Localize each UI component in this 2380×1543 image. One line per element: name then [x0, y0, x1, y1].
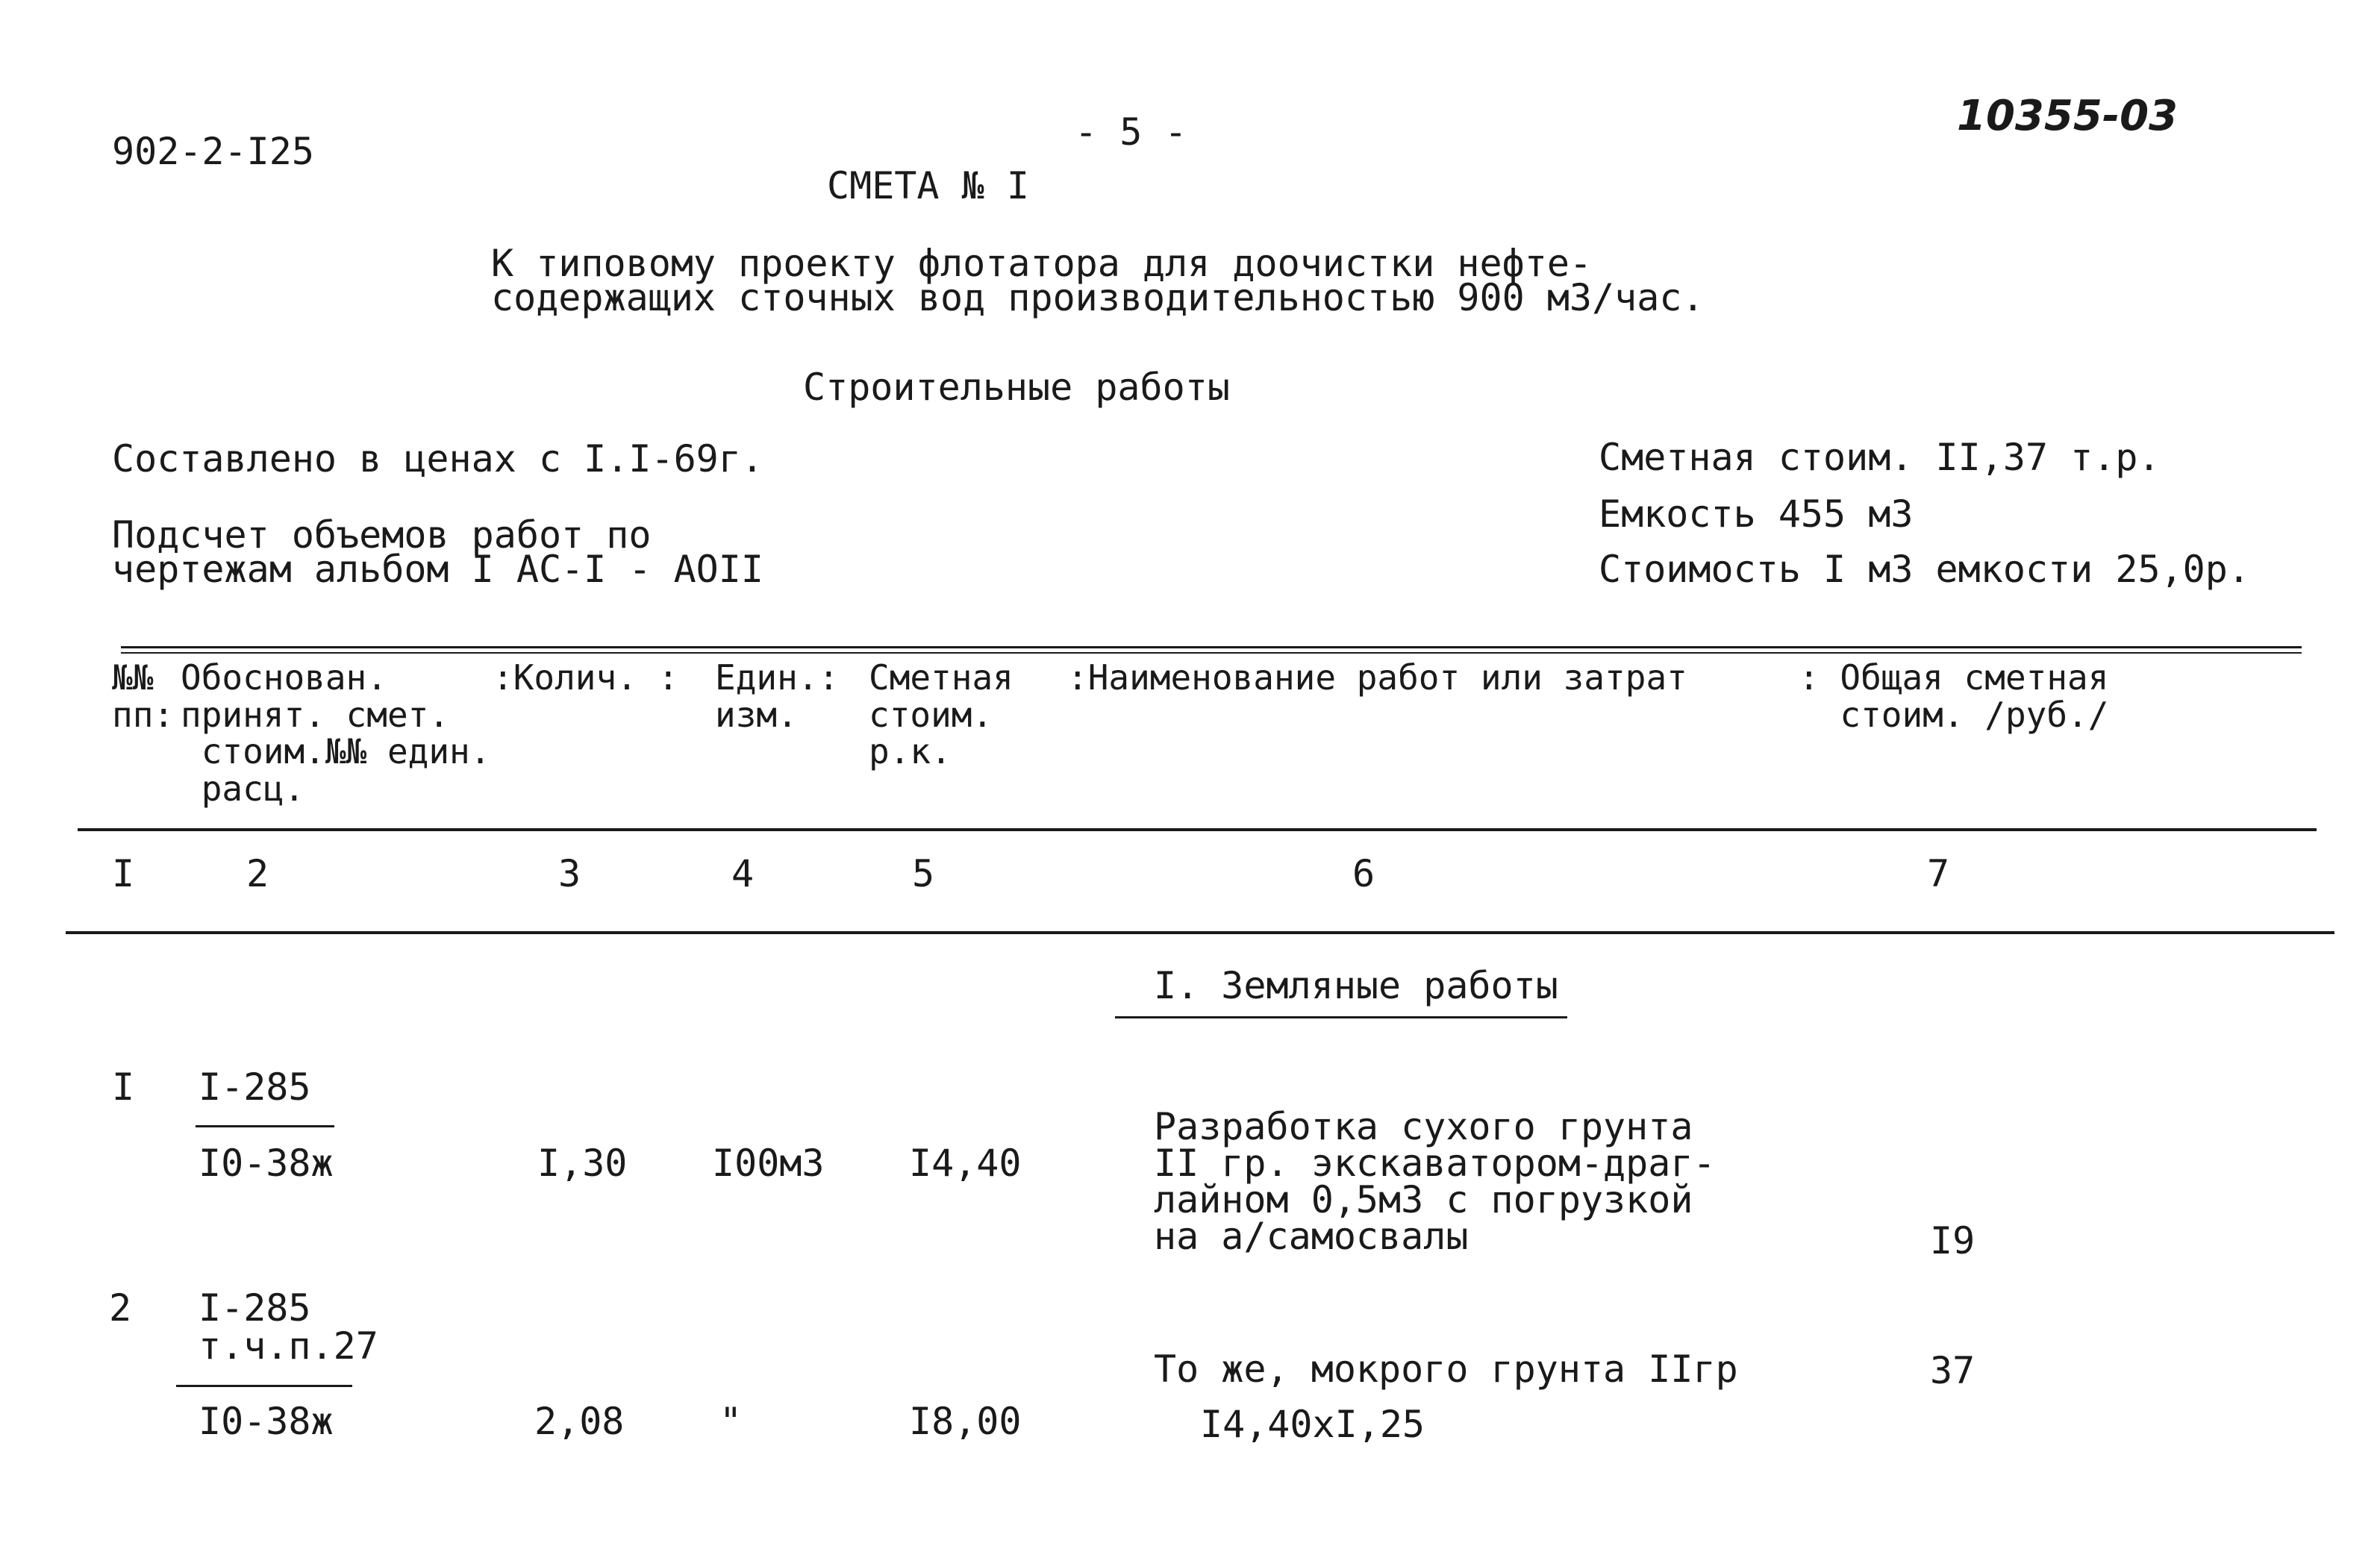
row-2-number: 2 [109, 1286, 132, 1330]
header-description: :Наименование работ или затрат [1067, 657, 1687, 698]
tank-capacity: Емкость 455 м3 [1599, 492, 1914, 536]
archive-number: 10355-03 [1957, 92, 2178, 140]
row-1-basis-fraction-line [196, 1125, 334, 1127]
header-unit-cost: Сметная стоим. р.к. [869, 657, 1013, 772]
column-number-6: 6 [1352, 852, 1375, 895]
header-basis: Обоснован. принят. смет. стоим.№№ един. расц. [181, 657, 491, 810]
column-numbers-bottom-rule [66, 931, 2334, 934]
header-bottom-rule [78, 828, 2317, 831]
row-2-basis-top: I-285 т.ч.п.27 [199, 1286, 378, 1368]
unit-cost: Стоимость I м3 емкости 25,0р. [1599, 548, 2250, 591]
row-2-quantity: 2,08 [534, 1400, 625, 1443]
table-top-rule [121, 646, 2302, 648]
subtitle-line-2: содержащих сточных вод производительностью 900 м3/час. [491, 276, 1705, 319]
row-1-unit: I00м3 [712, 1142, 825, 1185]
row-1-basis-bottom: I0-38ж [199, 1142, 334, 1185]
row-1-price: I4,40 [909, 1142, 1022, 1185]
row-1-total: I9 [1930, 1219, 1975, 1262]
header-unit: Един.: изм. [715, 657, 840, 735]
row-2-calculation: I4,40хI,25 [1200, 1403, 1425, 1446]
group-title-underline [1115, 1016, 1567, 1018]
row-2-total: 37 [1930, 1349, 1975, 1392]
column-number-3: 3 [558, 852, 581, 895]
row-2-basis-fraction-line [176, 1385, 352, 1387]
volume-source-line-1: Подсчет объемов работ по [112, 513, 652, 557]
header-total-cost: : Общая сметная стоим. /руб./ [1799, 657, 2109, 735]
document-code: 902-2-I25 [112, 130, 314, 173]
row-2-unit: " [719, 1400, 743, 1443]
page-number: - 5 - [1075, 110, 1187, 154]
row-1-basis-top: I-285 [199, 1065, 311, 1109]
table-top-rule-inner [121, 652, 2302, 654]
row-1-description: Разработка сухого грунта II гр. экскаватором-драг- лайном 0,5м3 с погрузкой на а/самосвалы [1154, 1105, 1716, 1258]
row-2-description: То же, мокрого грунта IIгр [1154, 1348, 1738, 1391]
column-number-5: 5 [912, 852, 935, 895]
header-row-number: №№ пп: [112, 657, 175, 735]
row-1-quantity: I,30 [537, 1142, 628, 1185]
price-basis: Составлено в ценах с I.I-69г. [112, 437, 763, 481]
estimated-cost: Сметная стоим. II,37 т.р. [1599, 436, 2161, 479]
row-2-price: I8,00 [909, 1400, 1022, 1443]
section-title: Строительные работы [803, 366, 1230, 409]
group-title: I. Земляные работы [1154, 964, 1558, 1007]
estimate-title: СМЕТА № I [827, 164, 1029, 207]
row-1-number: I [112, 1065, 135, 1109]
column-number-7: 7 [1927, 852, 1950, 895]
row-2-basis-bottom: I0-38ж [199, 1400, 334, 1443]
subtitle-line-1: К типовому проекту флотатора для доочистки нефте- [491, 242, 1593, 285]
volume-source-line-2: чертежам альбом I АС-I - АОII [112, 548, 763, 591]
column-number-2: 2 [246, 852, 269, 895]
column-number-4: 4 [731, 852, 755, 895]
column-number-1: I [112, 852, 135, 895]
header-quantity: :Колич. : [493, 657, 679, 698]
